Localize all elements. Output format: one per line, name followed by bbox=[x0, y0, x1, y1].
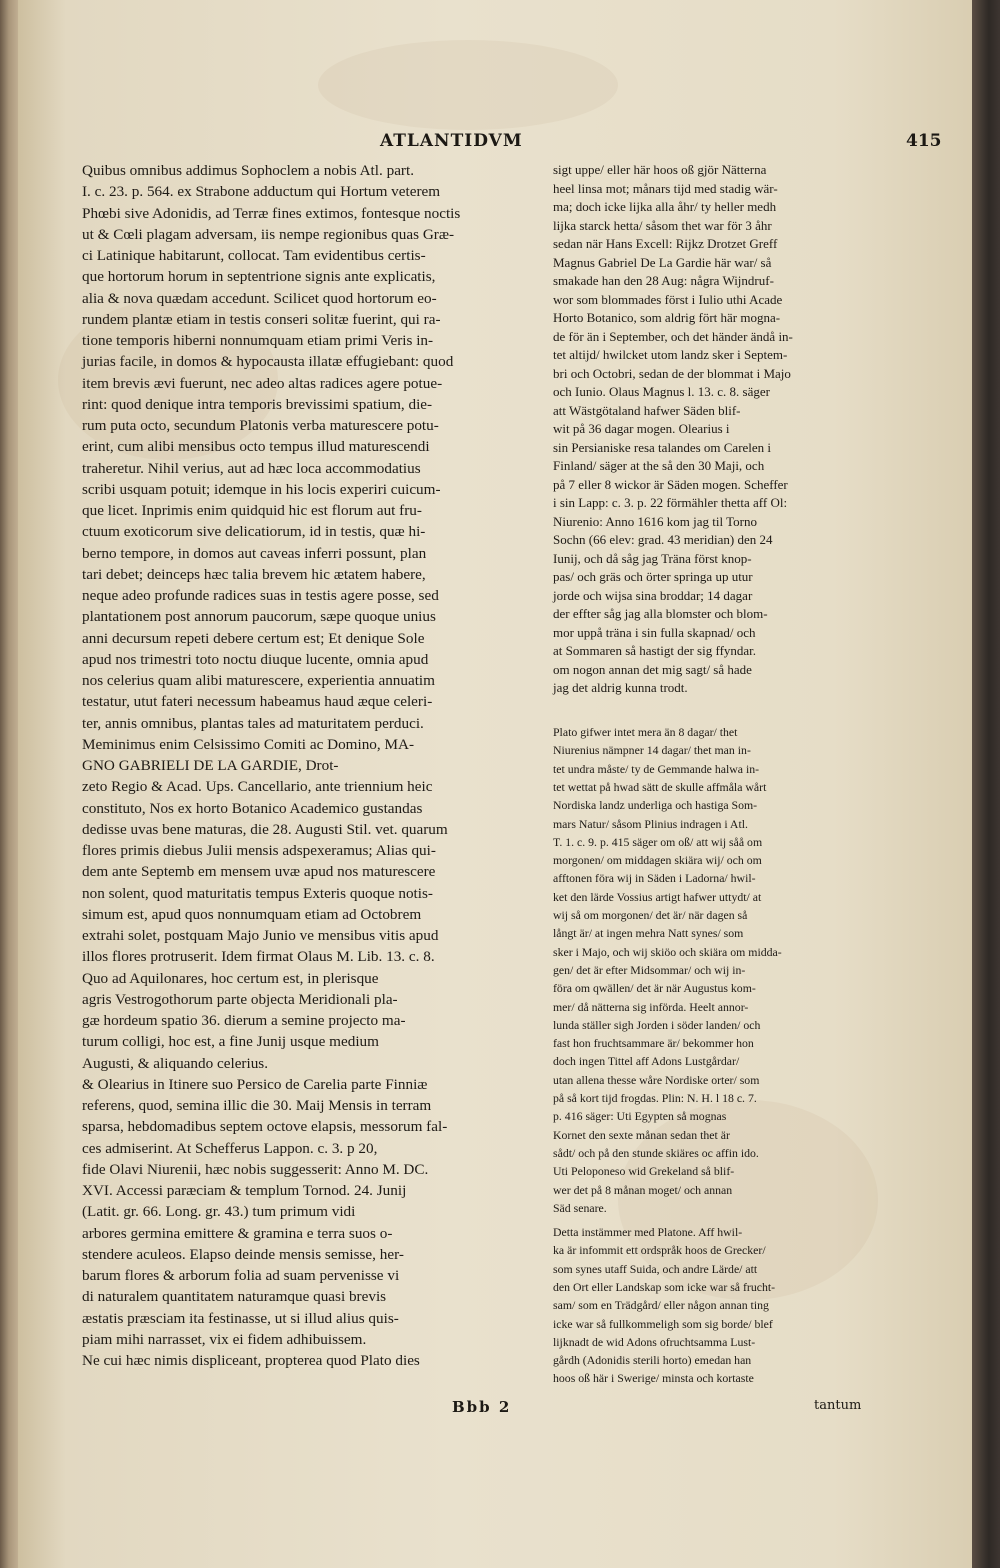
text-line: berno tempore, in domos aut caveas inferri possunt, plan bbox=[82, 544, 427, 562]
text-line: de för än i September, och det händer ändå in- bbox=[553, 328, 793, 344]
text-line: fide Olavi Niurenii, hæc nobis suggesserit: Anno M. DC. bbox=[82, 1160, 429, 1178]
text-line: p. 416 säger: Uti Egypten så mognas bbox=[553, 1109, 727, 1124]
text-line: Ne cui hæc nimis displiceant, propterea quod Plato dies bbox=[82, 1352, 420, 1369]
text-line: lijka starck hetta/ såsom thet war för 3 åhr bbox=[553, 217, 772, 233]
text-line: Phœbi sive Adonidis, ad Terræ fines extimos, fontesque noctis bbox=[82, 204, 461, 222]
text-line: tet undra måste/ ty de Gemmande halwa in- bbox=[553, 761, 760, 776]
text-line: plantationem post annorum paucorum, sæpe quoque unius bbox=[82, 608, 436, 626]
text-line: sker i Majo, och wij skiöo och skiära om midda- bbox=[553, 944, 782, 959]
text-line: den Ort eller Landskap som icke war så frucht- bbox=[553, 1279, 776, 1294]
text-line: lijknadt de wid Adons ofruchtsamma Lust- bbox=[553, 1334, 756, 1349]
text-line: testatur, utut fateri necessum habeamus haud æque celeri- bbox=[82, 693, 433, 711]
text-line: Horto Botanico, som aldrig fört här mogna- bbox=[553, 310, 781, 325]
text-line: Niurenius nämpner 14 dagar/ thet man in- bbox=[553, 743, 751, 758]
text-line: fast hon fruchtsammare är/ bekommer hon bbox=[553, 1036, 754, 1051]
text-line: wer det på 8 månan moget/ och annan bbox=[553, 1182, 733, 1197]
text-line: ctuum exoticorum sive delicatiorum, id in testis, quæ hi- bbox=[82, 523, 426, 541]
text-line: på så kort tijd frogdas. Plin: N. H. l 18 c. 7. bbox=[553, 1091, 757, 1105]
text-line: at Sommaren så hastigt der sig ffyndar. bbox=[553, 643, 757, 658]
text-line: que hortorum horum in septentrione signis ante explicatis, bbox=[82, 268, 436, 286]
text-line: neque adeo profunde radices suas in testis agere posse, sed bbox=[82, 587, 439, 604]
text-line: rum puta octo, secundum Platonis verba maturescere potu- bbox=[82, 417, 439, 434]
text-line: Finland/ säger at the så den 30 Maji, och bbox=[553, 458, 765, 473]
text-line: non solent, quod maturitatis tempus Exteris quoque notis- bbox=[82, 884, 433, 902]
text-line: pas/ och gräs och örter springa up utur bbox=[553, 569, 753, 584]
text-line: flores primis diebus Julii mensis adspexeramus; Alias qui- bbox=[82, 842, 436, 859]
text-line: rint: quod denique intra temporis brevissimi spatium, die- bbox=[82, 395, 433, 413]
text-line: di naturalem quantitatem naturamque quasi brevis bbox=[82, 1288, 387, 1306]
text-line: Augusti, & aliquando celerius. bbox=[82, 1054, 269, 1072]
text-line: arbores germina emittere & gramina e terra suos o- bbox=[82, 1224, 393, 1242]
text-line: erint, cum alibi mensibus octo tempus illud maturescendi bbox=[82, 438, 430, 456]
text-line: att Wästgötaland hafwer Säden blif- bbox=[553, 402, 741, 418]
text-line: mor uppå träna i sin fulla skapnad/ och bbox=[553, 624, 756, 640]
text-line: sådt/ och på den stunde skiäres oc affin ido. bbox=[553, 1145, 759, 1160]
text-line: jag det aldrig kunna trodt. bbox=[553, 680, 688, 695]
text-line: Kornet den sexte månan sedan thet är bbox=[553, 1127, 730, 1142]
text-line: Sochn (66 elev: grad. 43 meridian) den 24 bbox=[553, 532, 773, 547]
text-line: Detta instämmer med Platone. Aff hwil- bbox=[553, 1225, 743, 1239]
text-line: gæ hordeum spatio 36. dierum a semine projecto ma- bbox=[82, 1012, 406, 1029]
text-line: mer/ då nätterna sig införda. Heelt annor- bbox=[553, 999, 749, 1014]
text-line: T. 1. c. 9. p. 415 säger om oß/ att wij såå om bbox=[553, 834, 763, 849]
text-line: tet wettat på hwad sätt de skulle affmåla wårt bbox=[553, 779, 767, 794]
text-line: ket den lärde Vossius artigt hafwer uttydt/ at bbox=[553, 889, 762, 904]
text-line: zeto Regio & Acad. Ups. Cancellario, ante triennium heic bbox=[82, 778, 433, 796]
text-line: gen/ det är efter Midsommar/ och wij in- bbox=[553, 962, 746, 977]
text-line: sigt uppe/ eller här hoos oß gjör Nätterna bbox=[553, 162, 767, 177]
text-line: Quibus omnibus addimus Sophoclem a nobis Atl. part. bbox=[82, 162, 415, 179]
text-line: Quo ad Aquilonares, hoc certum est, in plerisque bbox=[82, 969, 379, 987]
text-line: & Olearius in Itinere suo Persico de Carelia parte Finniæ bbox=[82, 1075, 428, 1093]
text-line: ces admiserint. At Schefferus Lappon. c. 3. p 20, bbox=[82, 1139, 378, 1157]
text-line: Meminimus enim Celsissimo Comiti ac Domino, MA- bbox=[82, 735, 415, 753]
text-line: ut & Cœli plagam adversam, iis nempe regionibus quas Græ- bbox=[82, 225, 455, 243]
text-line: dedisse uvas bene maturas, die 28. Augusti Stil. vet. quarum bbox=[82, 820, 448, 838]
text-line: stendere aculeos. Elapso deinde mensis semisse, her- bbox=[82, 1245, 404, 1263]
text-line: mars Natur/ såsom Plinius indragen i Atl. bbox=[553, 816, 748, 831]
text-line: ma; doch icke lijka alla åhr/ ty heller medh bbox=[553, 199, 777, 214]
text-line: Nordiska landz underliga och hastiga Som- bbox=[553, 798, 758, 813]
text-line: XVI. Accessi paræciam & templum Tornod. 24. Junij bbox=[82, 1182, 407, 1199]
text-line: utan allena thesse wåre Nordiske orter/ som bbox=[553, 1072, 760, 1087]
text-line: tet altijd/ hwilcket utom landz sker i Septem- bbox=[553, 347, 788, 362]
text-line: jurias facile, in domos & hypocausta illatæ effugiebant: quod bbox=[82, 353, 454, 371]
text-line: doch ingen Tittel aff Adons Lustgårdar/ bbox=[553, 1054, 740, 1069]
running-head: ATLANTIDVM bbox=[380, 131, 523, 151]
text-line: föra om qwällen/ det är när Augustus kom- bbox=[553, 981, 756, 996]
text-line: piam mihi narrasset, vix ei fidem adhibuissem. bbox=[82, 1330, 367, 1348]
text-line: Plato gifwer intet mera än 8 dagar/ thet bbox=[553, 725, 738, 739]
text-line: om nogon annan det mig sagt/ så hade bbox=[553, 661, 752, 677]
text-line: smakade han den 28 Aug: några Wijndruf- bbox=[553, 273, 774, 288]
text-line: ka är infommit ett ordspråk hoos de Grecker/ bbox=[553, 1243, 766, 1258]
text-line: extrahi solet, postquam Majo Junio ve mensibus vitis apud bbox=[82, 927, 439, 944]
text-line: der effter såg jag alla blomster och blom- bbox=[553, 606, 768, 621]
text-line: constituto, Nos ex horto Botanico Academico gustandas bbox=[82, 799, 423, 817]
text-line: anni decursum repeti debere certum est; Et denique Sole bbox=[82, 629, 425, 647]
text-line: Niurenio: Anno 1616 kom jag til Torno bbox=[553, 513, 757, 529]
text-line: simum est, apud quos nonnumquam etiam ad Octobrem bbox=[82, 905, 422, 923]
text-line: referens, quod, semina illic die 30. Maij Mensis in terram bbox=[82, 1097, 432, 1114]
text-line: sedan när Hans Excell: Rijkz Drotzet Greff bbox=[553, 236, 778, 251]
text-line: illos flores protruserit. Idem firmat Olaus M. Lib. 13. c. 8. bbox=[82, 948, 435, 966]
text-line: hoos oß här i Swerige/ minsta och kortaste bbox=[553, 1371, 754, 1386]
text-line: Magnus Gabriel De La Gardie här war/ så bbox=[553, 254, 772, 270]
paper-stain bbox=[318, 40, 618, 130]
text-line: dem ante Septemb em mensem uvæ apud nos maturescere bbox=[82, 863, 436, 881]
text-line: sparsa, hebdomadibus septem octove elapsis, messorum fal- bbox=[82, 1118, 448, 1136]
page-number: 415 bbox=[906, 131, 942, 151]
text-line: sam/ som en Trädgård/ eller någon annan ting bbox=[553, 1298, 769, 1313]
text-line: morgonen/ om middagen skiära wij/ och om bbox=[553, 853, 762, 868]
text-line: agris Vestrogothorum parte objecta Meridionali pla- bbox=[82, 990, 398, 1008]
text-line: nos celerius quam alibi maturescere, experientia annuatim bbox=[82, 672, 435, 689]
text-line: sin Persianiske resa talandes om Carelen i bbox=[553, 439, 772, 455]
text-line: rundem plantæ etiam in testis conseri solitæ fuerint, qui ra- bbox=[82, 310, 441, 328]
text-line: wor som blommades först i Iulio uthi Acade bbox=[553, 291, 783, 307]
text-line: lunda ställer sigh Jorden i söder landen/ och bbox=[553, 1017, 761, 1032]
catchword: tantum bbox=[814, 1398, 862, 1413]
text-line: ci Latinique habitarunt, collocat. Tam evidentibus certis- bbox=[82, 247, 426, 264]
text-line: Uti Peloponeso wid Grekeland så blif- bbox=[553, 1164, 735, 1179]
text-line: heel linsa mot; månars tijd med stadig wär- bbox=[553, 180, 778, 196]
text-line: traheretur. Nihil verius, aut ad hæc loca accommodatius bbox=[82, 459, 421, 477]
text-line: (Latit. gr. 66. Long. gr. 43.) tum primum vidi bbox=[82, 1203, 356, 1221]
text-line: gårdh (Adonidis sterili horto) emedan han bbox=[553, 1353, 752, 1368]
text-line: tari debet; deinceps hæc talia brevem hic ætatem habere, bbox=[82, 565, 426, 583]
text-line: och Iunio. Olaus Magnus l. 13. c. 8. säger bbox=[553, 384, 770, 399]
text-line: wij så om morgonen/ det är/ när dagen så bbox=[553, 908, 748, 922]
text-line: æstatis præsciam ita festinasse, ut si illud alius quis- bbox=[82, 1309, 399, 1327]
text-line: que licet. Inprimis enim quidquid hic est florum aut fru- bbox=[82, 502, 422, 519]
text-line: item brevis ævi fuerunt, nec adeo altas radices agere potue- bbox=[82, 374, 443, 392]
text-line: icke war så fullkommeligh som sig borde/ blef bbox=[553, 1316, 773, 1331]
text-line: långt är/ at ingen mehra Natt synes/ som bbox=[553, 926, 744, 941]
text-line: alia & nova quædam accedunt. Scilicet quod hortorum eo- bbox=[82, 289, 437, 307]
text-line: turum colligi, hoc est, a fine Junij usque medium bbox=[82, 1033, 379, 1051]
text-line: ter, annis omnibus, plantas tales ad maturitatem perduci. bbox=[82, 714, 424, 732]
text-line: som synes utaff Suida, och andre Lärde/ att bbox=[553, 1261, 758, 1276]
page-stack-edge bbox=[972, 0, 1000, 1568]
text-line: afftonen föra wij in Säden i Ladorna/ hwil- bbox=[553, 871, 756, 886]
text-line: wit på 36 dagar mogen. Olearius i bbox=[553, 421, 730, 436]
text-line: apud nos trimestri toto noctu diuque lucente, omnia apud bbox=[82, 650, 429, 668]
text-line: GNO GABRIELI DE LA GARDIE, Drot- bbox=[82, 757, 339, 774]
text-line: I. c. 23. p. 564. ex Strabone adductum qui Hortum veterem bbox=[82, 183, 441, 201]
text-line: på 7 eller 8 wickor är Säden mogen. Scheffer bbox=[553, 476, 788, 492]
signature-mark: Bbb 2 bbox=[452, 1398, 512, 1416]
text-line: scribi usquam potuit; idemque in his locis experiri cuicum- bbox=[82, 480, 441, 498]
text-line: tione temporis hiberni nonnumquam etiam primi Veris in- bbox=[82, 332, 434, 349]
text-line: Iunij, och då såg jag Träna först knop- bbox=[553, 550, 752, 566]
text-line: Säd senare. bbox=[553, 1200, 607, 1215]
text-line: barum flores & arborum folia ad suam pervenisse vi bbox=[82, 1267, 400, 1284]
text-line: bri och Octobri, sedan de der blommat i Majo bbox=[553, 365, 791, 381]
text-line: jorde och wijsa sina broddar; 14 dagar bbox=[553, 587, 753, 603]
text-line: i sin Lapp: c. 3. p. 22 förmähler thetta aff Ol: bbox=[553, 495, 788, 510]
